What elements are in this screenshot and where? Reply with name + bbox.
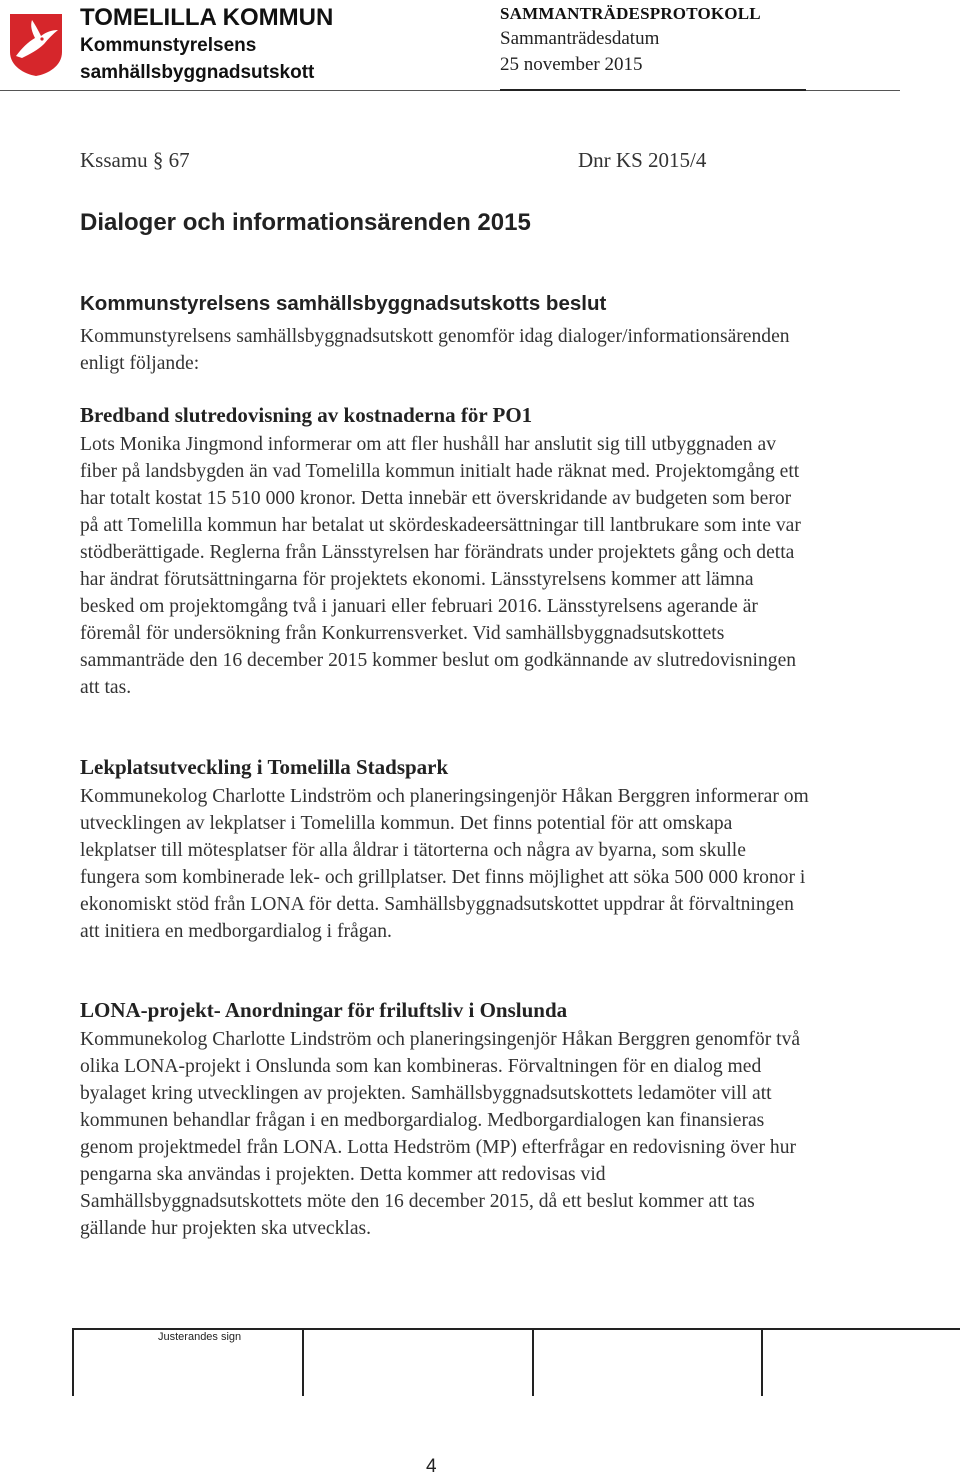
decision-text: Kommunstyrelsens samhällsbyggnadsutskott genomför idag dialoger/informationsärenden enligt följande: [80, 326, 790, 374]
meeting-date-value: 25 november 2015 [500, 54, 643, 75]
section-heading-lona: LONA-projekt- Anordningar för friluftsliv i Onslunda [80, 998, 568, 1022]
meeting-date-label: Sammanträdesdatum [500, 28, 660, 49]
page-number: 4 [426, 1456, 437, 1477]
section-text-playground: Kommunekolog Charlotte Lindström och planeringsingenjör Håkan Berggren informerar om utvecklingen av lekplatser i Tomelilla kommun. Det finns potential för att omskapa lekplatser till mötesplatser för alla åldrar i tätorterna och några av byarna, som skulle fungera som kombinerade lek- och grillplatser. Det finns möjlighet att söka 500 000 kronor i ekonomiskt stöd från LONA för detta. Samhällsbyggnadsutskottet uppdrar åt förvaltningen att initiera en medborgardialog i frågan. [80, 786, 809, 942]
signature-cell-divider [532, 1328, 534, 1396]
signature-cell-divider [72, 1328, 74, 1396]
section-heading-broadband: Bredband slutredovisning av kostnaderna för PO1 [80, 403, 533, 427]
header-divider-accent [500, 89, 806, 91]
paragraph-number: 67 [168, 148, 190, 172]
signature-cell-divider [302, 1328, 304, 1396]
paragraph-prefix: Kssamu [80, 148, 148, 172]
section-text-broadband: Lots Monika Jingmond informerar om att fler hushåll har anslutit sig till utbyggnaden av fiber på landsbygden än vad Tomelilla kommun initialt hade räknat med. Projektomgång ett har totalt kostat 15 510 000 kronor. Detta innebär ett överskridande av budgeten som beror på att Tomelilla kommun har betalat ut skördeskadeersättningar till lantbrukare som inte var stödberättigade. Reglerna från Länsstyrelsen har förändrats under projektets gång och detta har ändrat förutsättningarna för projektets ekonomi. Länsstyrelsens kommer att lämna besked om projektomgång två i januari eller februari 2016. Länsstyrelsens agerande är föremål för undersökning från Konkurrensverket. Vid samhällsbyggnadsutskottets sammanträde den 16 december 2015 kommer beslut om godkännande av slutredovisningen att tas. [80, 434, 801, 698]
signature-table-top [72, 1328, 960, 1330]
signature-cell-divider [761, 1328, 763, 1396]
organization-unit-line-1: Kommunstyrelsens [80, 35, 257, 56]
paragraph-symbol: § [152, 148, 164, 172]
diary-number: Dnr KS 2015/4 [578, 148, 707, 172]
paragraph-reference [80, 148, 190, 173]
decision-heading: Kommunstyrelsens samhällsbyggnadsutskotts beslut [80, 292, 607, 315]
organization-name: TOMELILLA KOMMUN [80, 4, 334, 31]
organization-unit-line-2: samhällsbyggnadsutskott [80, 62, 315, 83]
section-heading-playground: Lekplatsutveckling i Tomelilla Stadspark [80, 755, 449, 779]
protocol-title: SAMMANTRÄDESPROTOKOLL [500, 4, 761, 23]
protocol-block [500, 4, 761, 76]
organization-block [80, 4, 333, 86]
section-text-lona: Kommunekolog Charlotte Lindström och planeringsingenjör Håkan Berggren genomför två olika LONA-projekt i Onslunda som kan kombineras. Förvaltningen för en dialog med byalaget kring utvecklingen av projekten. Samhällsbyggnadsutskottets ledamöter vill att kommunen behandlar frågan i en medborgardialog. Medborgardialogen kan finansieras genom projektmedel från LONA. Lotta Hedström (MP) efterfrågar en redovisning över hur pengarna ska användas i projekten. Detta kommer att redovisas vid Samhällsbyggnadsutskottets möte den 16 december 2015, då ett beslut kommer att tas gällande hur projekten ska utvecklas. [80, 1029, 801, 1239]
municipal-crest-icon [8, 12, 64, 78]
signature-label: Justerandes sign [158, 1331, 242, 1343]
page-title: Dialoger och informationsärenden 2015 [80, 209, 531, 236]
